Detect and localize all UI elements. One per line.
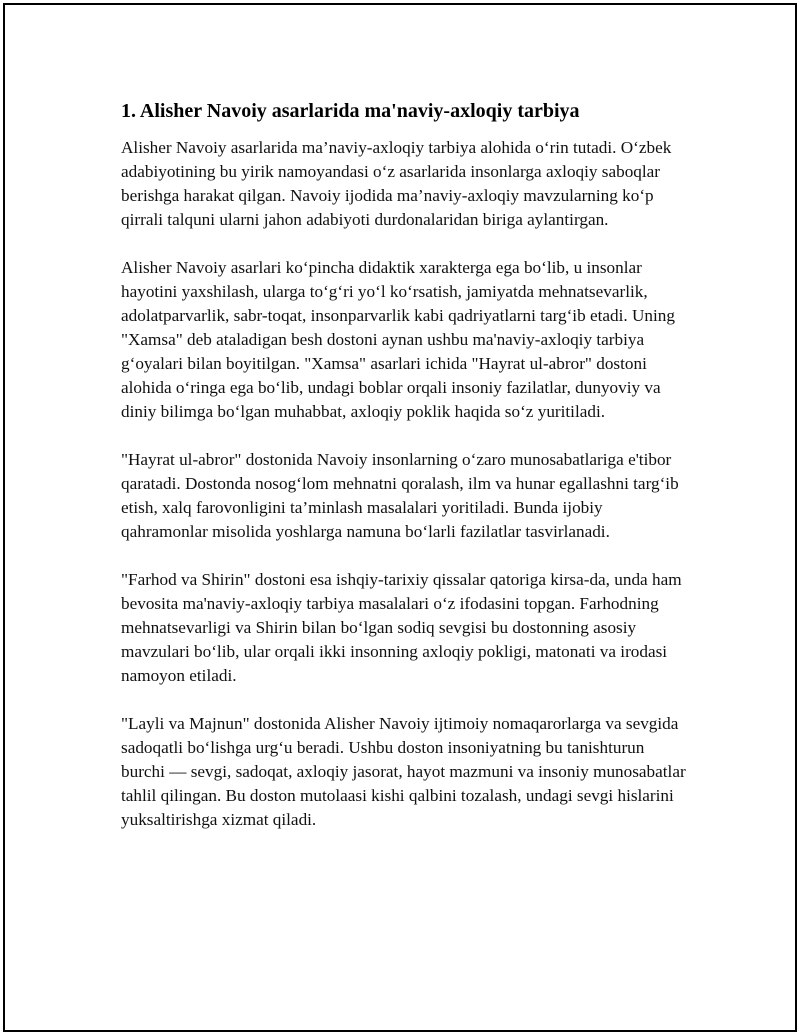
section-title: 1. Alisher Navoiy asarlarida ma'naviy-axloqiy tarbiya — [121, 100, 580, 122]
paragraph-hayrat-ul-abror: "Hayrat ul-abror" dostonida Navoiy insonlarning o‘zaro munosabatlariga e'tibor qaratadi. Dostonda nosog‘lom mehnatni qoralash, ilm va hunar egallashni targ‘ib etish, xalq farovonligini ta’minlash masalalari yoritiladi. Bunda ijobiy qahramonlar misolida yoshlarga namuna bo‘larli fazilatlar tasvirlanadi. — [121, 450, 679, 541]
paragraph-farhod-va-shirin: "Farhod va Shirin" dostoni esa ishqiy-tarixiy qissalar qatoriga kirsa-da, unda ham bevosita ma'naviy-axloqiy tarbiya masalalari o‘z ifodasini topgan. Farhodning mehnatsevarligi va Shirin bilan bo‘lgan sodiq sevgisi bu dostonning asosiy mavzulari bo‘lib, ular orqali ikki insonning axloqiy pokligi, matonati va irodasi namoyon etiladi. — [121, 570, 682, 685]
paragraph-layli-va-majnun: "Layli va Majnun" dostonida Alisher Navoiy ijtimoiy nomaqarorlarga va sevgida sadoqatli bo‘lishga urg‘u beradi. Ushbu doston insoniyatning bu tanishturun burchi — sevgi, sadoqat, axloqiy jasorat, hayot mazmuni va insoniy munosabatlar tahlil qilingan. Bu doston mutolaasi kishi qalbini tozalash, undagi sevgi hislarini yuksaltirishga xizmat qiladi. — [121, 714, 686, 829]
page-frame — [3, 3, 797, 1032]
paragraph-didactic: Alisher Navoiy asarlari ko‘pincha didaktik xarakterga ega bo‘lib, u insonlar hayotini yaxshilash, ularga to‘g‘ri yo‘l ko‘rsatish, jamiyatda mehnatsevarlik, adolatparvarlik, sabr-toqat, insonparvarlik kabi qadriyatlarni targ‘ib etadi. Uning "Xamsa" deb ataladigan besh dostoni aynan ushbu ma'naviy-axloqiy tarbiya g‘oyalari bilan boyitilgan. "Xamsa" asarlari ichida "Hayrat ul-abror" dostoni alohida o‘ringa ega bo‘lib, undagi boblar orqali insoniy fazilatlar, dunyoviy va diniy bilimga bo‘lgan muhabbat, axloqiy poklik haqida so‘z yuritiladi. — [121, 258, 675, 421]
document-body — [121, 98, 691, 856]
paragraph-intro: Alisher Navoiy asarlarida ma’naviy-axloqiy tarbiya alohida o‘rin tutadi. O‘zbek adabiyotining bu yirik namoyandasi o‘z asarlarida insonlarga axloqiy saboqlar berishga harakat qilgan. Navoiy ijodida ma’naviy-axloqiy mavzularning ko‘p qirrali talquni ularni jahon adabiyoti durdonalaridan biriga aylantirgan. — [121, 138, 672, 229]
